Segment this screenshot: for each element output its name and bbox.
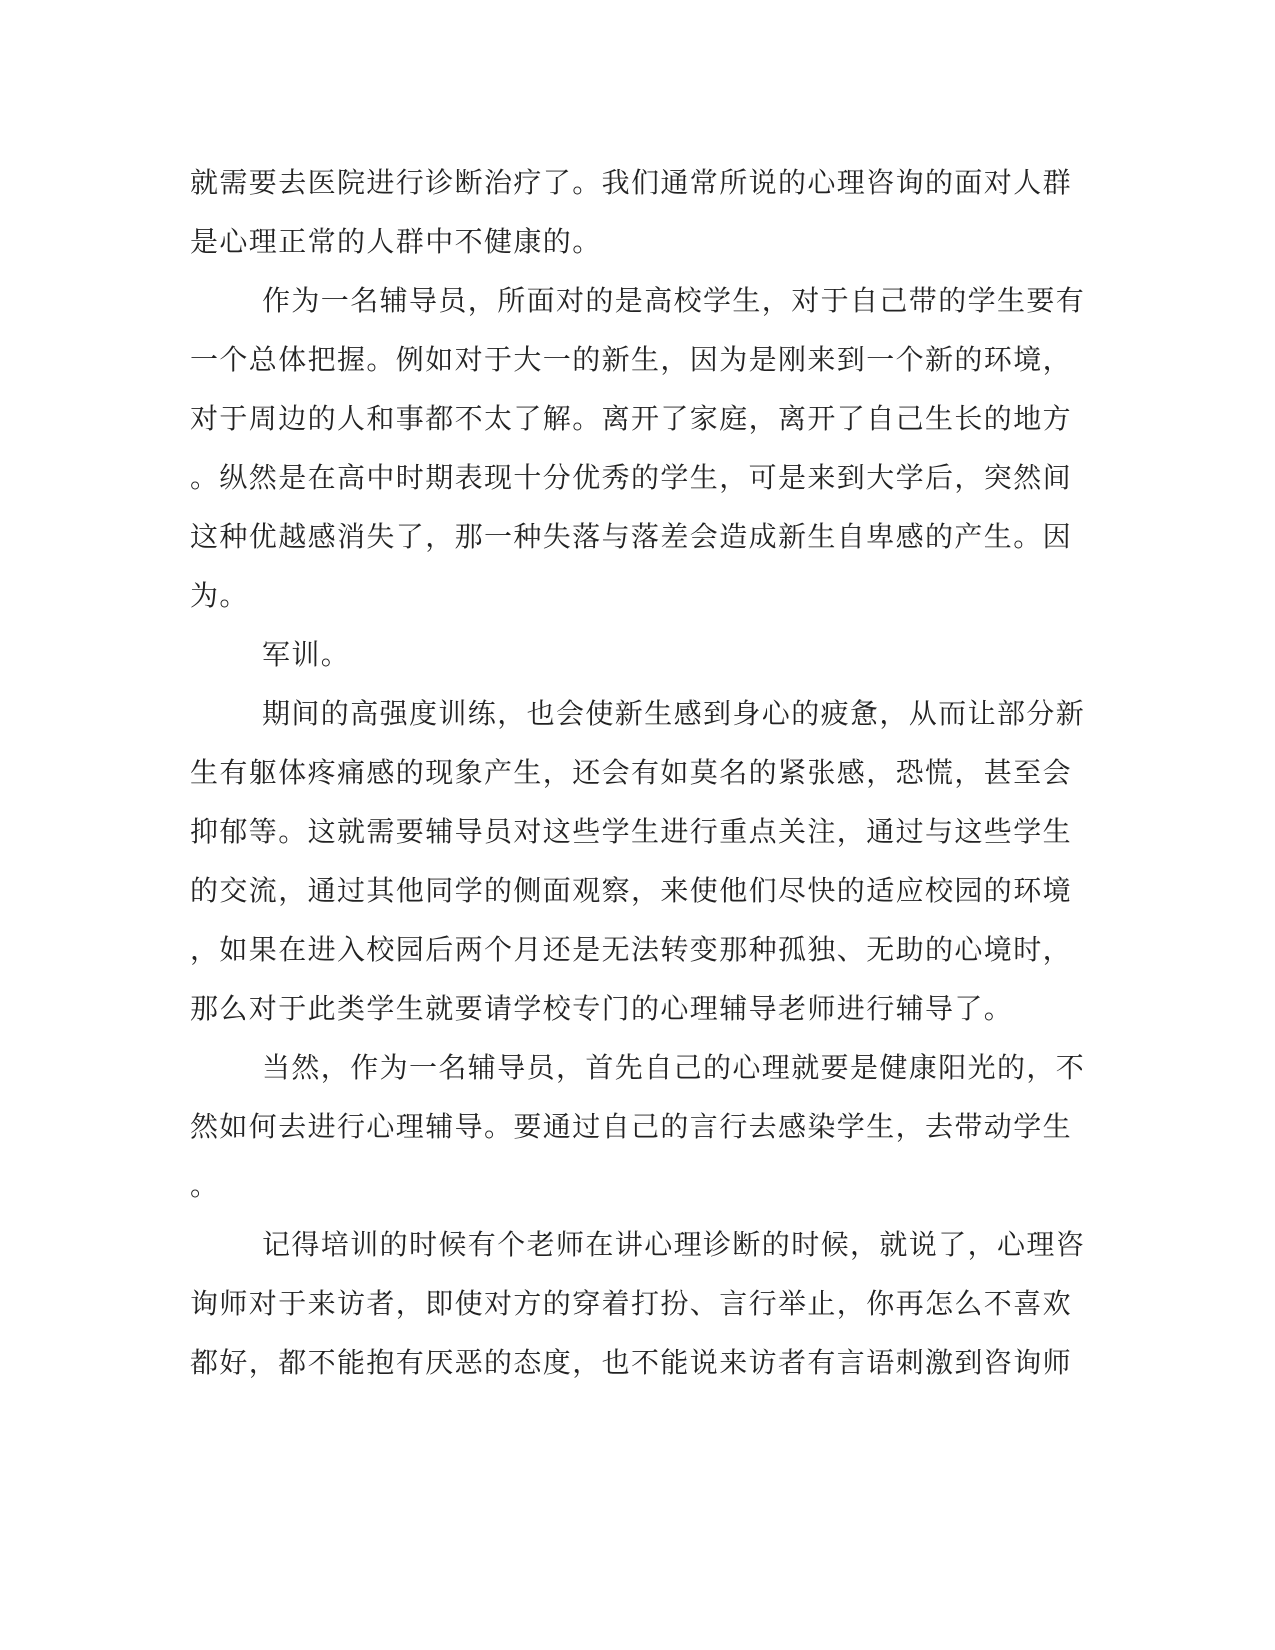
text-line: 就需要去医院进行诊断治疗了。我们通常所说的心理咨询的面对人群 bbox=[190, 166, 1073, 199]
text-line: 那么对于此类学生就要请学校专门的心理辅导老师进行辅导了。 bbox=[190, 992, 1014, 1025]
paragraph-start-line: 期间的高强度训练，也会使新生感到身心的疲惫，从而让部分新 bbox=[262, 697, 1086, 730]
text-line: 这种优越感消失了，那一种失落与落差会造成新生自卑感的产生。因 bbox=[190, 520, 1073, 553]
text-line: 然如何去进行心理辅导。要通过自己的言行去感染学生，去带动学生 bbox=[190, 1110, 1073, 1143]
text-line: 询师对于来访者，即使对方的穿着打扮、言行举止，你再怎么不喜欢 bbox=[190, 1287, 1073, 1320]
paragraph-start-line: 记得培训的时候有个老师在讲心理诊断的时候，就说了，心理咨 bbox=[262, 1228, 1086, 1261]
text-line: 生有躯体疼痛感的现象产生，还会有如莫名的紧张感，恐慌，甚至会 bbox=[190, 756, 1073, 789]
text-line: 。 bbox=[190, 1169, 220, 1202]
paragraph-start-line: 作为一名辅导员，所面对的是高校学生，对于自己带的学生要有 bbox=[262, 284, 1086, 317]
text-line: 一个总体把握。例如对于大一的新生，因为是刚来到一个新的环境， bbox=[190, 343, 1073, 376]
text-line: ，如果在进入校园后两个月还是无法转变那种孤独、无助的心境时， bbox=[190, 933, 1073, 966]
text-line: 都好，都不能抱有厌恶的态度，也不能说来访者有言语刺激到咨询师 bbox=[190, 1346, 1073, 1379]
paragraph-start-line: 军训。 bbox=[262, 638, 351, 671]
text-line: 是心理正常的人群中不健康的。 bbox=[190, 225, 602, 258]
text-line: 为。 bbox=[190, 579, 249, 612]
text-line: 。纵然是在高中时期表现十分优秀的学生，可是来到大学后，突然间 bbox=[190, 461, 1073, 494]
text-line: 对于周边的人和事都不太了解。离开了家庭，离开了自己生长的地方 bbox=[190, 402, 1073, 435]
text-line: 抑郁等。这就需要辅导员对这些学生进行重点关注，通过与这些学生 bbox=[190, 815, 1073, 848]
paragraph-start-line: 当然，作为一名辅导员，首先自己的心理就要是健康阳光的，不 bbox=[262, 1051, 1086, 1084]
text-line: 的交流，通过其他同学的侧面观察，来使他们尽快的适应校园的环境 bbox=[190, 874, 1073, 907]
